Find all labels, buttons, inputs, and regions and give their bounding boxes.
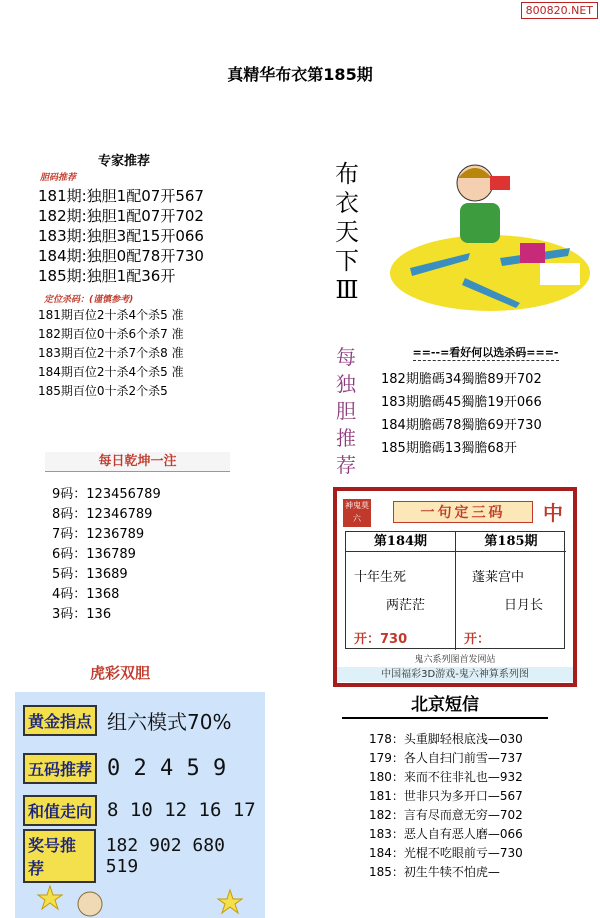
hucai-heading: 虎彩双胆 [90, 664, 151, 682]
list-item: 180：来而不往非礼也—932 [369, 770, 523, 784]
list-item: 182：言有尽而意无穷—702 [369, 808, 523, 822]
daily-codes [52, 485, 161, 625]
card-footer-bar: 中国福彩3D游戏-鬼六神算系列图 [337, 667, 573, 682]
list-item: 182期:独胆1配07开702 [38, 207, 204, 225]
list-item: 3码：136 [52, 607, 112, 622]
hucai-value: 182 902 680 519 [105, 835, 225, 877]
list-item: 184期:独胆0配78开730 [38, 247, 204, 265]
vertical-char: 胆 [336, 399, 356, 423]
site-watermark: 800820.NET [521, 2, 598, 19]
list-item: 9码：123456789 [52, 487, 161, 502]
list-item: 183期:独胆3配15开066 [38, 227, 204, 245]
list-item: 4码：1368 [52, 587, 120, 602]
list-item: 5码：13689 [52, 567, 128, 582]
card-grid [345, 531, 565, 649]
hunt-heading-text: ==--=看好何以选杀码===- [412, 346, 559, 359]
card-text: 日月长 [504, 598, 544, 613]
hunt-heading [383, 344, 588, 361]
list-item: 185期膽碼13獨膽68开 [381, 441, 517, 456]
beijing-heading: 北京短信 [342, 690, 548, 719]
one-line-card [333, 487, 577, 687]
card-footer: 鬼六系列图首发网站 [414, 655, 496, 665]
card-col-head: 第184期 [346, 532, 455, 552]
card-col-185 [456, 532, 566, 650]
list-item: 8码：12346789 [52, 507, 153, 522]
card-title: 一句定三码 [393, 501, 533, 523]
list-item: 179：各人自扫门前雪—737 [369, 751, 523, 765]
list-item: 178：头重脚轻根底浅—030 [369, 732, 523, 746]
card-text: 两茫茫 [386, 598, 426, 613]
star-decoration-icon [35, 882, 255, 918]
card-kai: 开： [464, 632, 491, 647]
beijing-lines [369, 730, 523, 882]
daily-heading: 每日乾坤一注 [45, 452, 230, 472]
list-item: 184期百位2十杀4个杀5 准 [38, 365, 184, 379]
list-item: 6码：136789 [52, 547, 136, 562]
card-text: 蓬莱宫中 [472, 570, 525, 585]
card-col-head: 第185期 [456, 532, 566, 552]
hucai-value: 组六模式70% [107, 709, 232, 734]
expert-kills [38, 306, 184, 401]
zhong-icon: 中 [543, 501, 563, 525]
hunt-lines [381, 368, 542, 460]
list-item: 183：恶人自有恶人磨—066 [369, 827, 523, 841]
cartoon-illustration [370, 158, 595, 318]
hucai-value: 8 10 12 16 17 [107, 799, 256, 821]
hucai-row [23, 700, 231, 740]
hucai-label: 奖号推荐 [23, 829, 96, 883]
list-item: 181：世非只为多开口—567 [369, 789, 523, 803]
hucai-label: 和值走向 [23, 795, 97, 826]
vertical-char: 独 [336, 372, 356, 396]
expert-sub-2: 定位杀码：(谨慎参考) [44, 295, 134, 305]
card-kai: 开：730 [354, 632, 408, 647]
card-text: 十年生死 [354, 570, 407, 585]
vertical-char: 推 [336, 426, 356, 450]
list-item: 182期百位0十杀6个杀7 准 [38, 327, 184, 341]
hucai-label: 黄金指点 [23, 705, 97, 736]
expert-sub-1: 胆码推荐 [40, 173, 77, 183]
list-item: 183期膽碼45獨膽19开066 [381, 395, 542, 410]
list-item: 7码：1236789 [52, 527, 145, 542]
hucai-row [23, 790, 256, 830]
expert-picks [38, 186, 204, 286]
list-item: 185期百位0十杀2个杀5 [38, 384, 168, 398]
buyi-vertical-title [332, 160, 362, 305]
list-item: 181期百位2十杀4个杀5 准 [38, 308, 184, 322]
hucai-row [23, 836, 265, 876]
hucai-row [23, 748, 226, 788]
list-item: 183期百位2十杀7个杀8 准 [38, 346, 184, 360]
hucai-label: 五码推荐 [23, 753, 97, 784]
hucai-value: 0 2 4 5 9 [107, 755, 227, 781]
vertical-char: 衣 [335, 189, 359, 217]
vertical-char: Ⅲ [335, 276, 359, 304]
expert-heading: 专家推荐 [98, 154, 151, 169]
list-item: 184期膽碼78獨膽69开730 [381, 418, 542, 433]
vertical-char: 布 [335, 160, 359, 188]
vertical-char: 下 [335, 247, 359, 275]
vertical-char: 荐 [336, 453, 356, 477]
list-item: 182期膽碼34獨膽89开702 [381, 372, 542, 387]
card-col-184 [346, 532, 456, 650]
card-badge: 神鬼莫六 [343, 499, 371, 527]
hucai-panel [15, 692, 265, 918]
list-item: 185：初生牛犊不怕虎— [369, 865, 500, 879]
meidu-vertical-title [332, 344, 360, 479]
vertical-char: 每 [336, 345, 356, 369]
list-item: 185期:独胆1配36开 [38, 267, 176, 285]
page-title: 真精华布衣第185期 [227, 65, 373, 84]
list-item: 181期:独胆1配07开567 [38, 187, 204, 205]
list-item: 184：光棍不吃眼前亏—730 [369, 846, 523, 860]
vertical-char: 天 [335, 218, 359, 246]
